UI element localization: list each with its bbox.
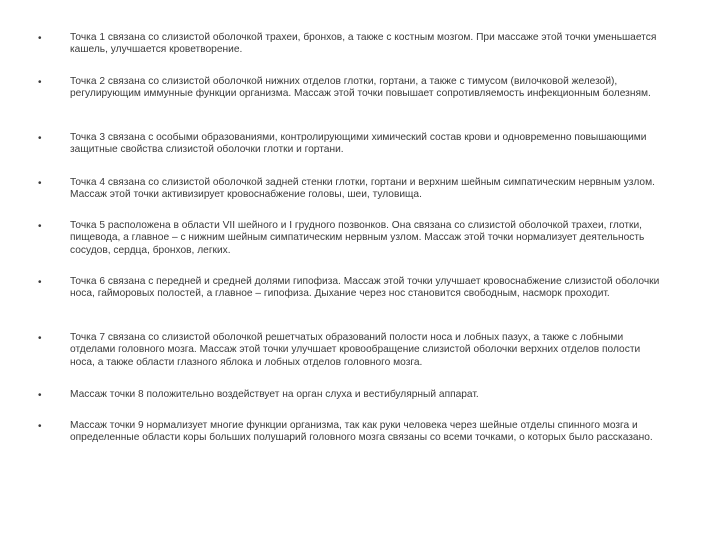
bullet-marker: • bbox=[38, 390, 42, 401]
bullet-marker: • bbox=[38, 333, 42, 344]
bullet-marker: • bbox=[38, 421, 42, 432]
list-item-text: Точка 5 расположена в области VII шейного и I грудного позвонков. Она связана со слизистой оболочкой трахеи, глотки, пищевода, а главное – с нижним шейным симпатическим нервным узлом. Массаж этой точки нормализует деятельность сосудов, сердца, бронхов, легких. bbox=[70, 220, 645, 256]
list-item-text: Точка 6 связана с передней и средней долями гипофиза. Массаж этой точки улучшает кровоснабжение слизистой оболочки носа, гайморовых полостей, а главное – гипофиза. Дыхание через нос становится свободным, насморк проходит. bbox=[70, 276, 660, 300]
list-item-text: Массаж точки 9 нормализует многие функции организма, так как руки человека через шейные отделы спинного мозга и определенные области коры больших полушарий головного мозга связаны со всеми точками, о которых было рассказано. bbox=[70, 420, 653, 444]
bullet-marker: • bbox=[38, 277, 42, 288]
bullet-marker: • bbox=[38, 221, 42, 232]
bullet-marker: • bbox=[38, 33, 42, 44]
list-item-text: Точка 2 связана со слизистой оболочкой нижних отделов глотки, гортани, а также с тимусом (вилочковой железой), регулирующим иммунные функции организма. Массаж этой точки повышает сопротивляемость инфекционным болезням. bbox=[70, 76, 651, 100]
list-item-text: Массаж точки 8 положительно воздействует на орган слуха и вестибулярный аппарат. bbox=[70, 389, 479, 400]
list-item-text: Точка 3 связана с особыми образованиями, контролирующими химический состав крови и одновременно повышающими защитные свойства слизистой оболочки глотки и гортани. bbox=[70, 132, 647, 156]
list-item-text: Точка 1 связана со слизистой оболочкой трахеи, бронхов, а также с костным мозгом. При массаже этой точки уменьшается кашель, улучшается кроветворение. bbox=[70, 32, 657, 56]
list-item-text: Точка 7 связана со слизистой оболочкой решетчатых образований полости носа и лобных пазух, а также с лобными отделами головного мозга. Массаж этой точки улучшает кровообращение слизистой оболочки верхних отделов полости носа, а также области глазного яблока и лобных отделов головного мозга. bbox=[70, 332, 641, 368]
bullet-marker: • bbox=[38, 77, 42, 88]
list-item-text: Точка 4 связана со слизистой оболочкой задней стенки глотки, гортани и верхним шейным симпатическим нервным узлом. Массаж этой точки активизирует кровоснабжение головы, шеи, туловища. bbox=[70, 177, 655, 201]
bullet-marker: • bbox=[38, 178, 42, 189]
bullet-marker: • bbox=[38, 133, 42, 144]
